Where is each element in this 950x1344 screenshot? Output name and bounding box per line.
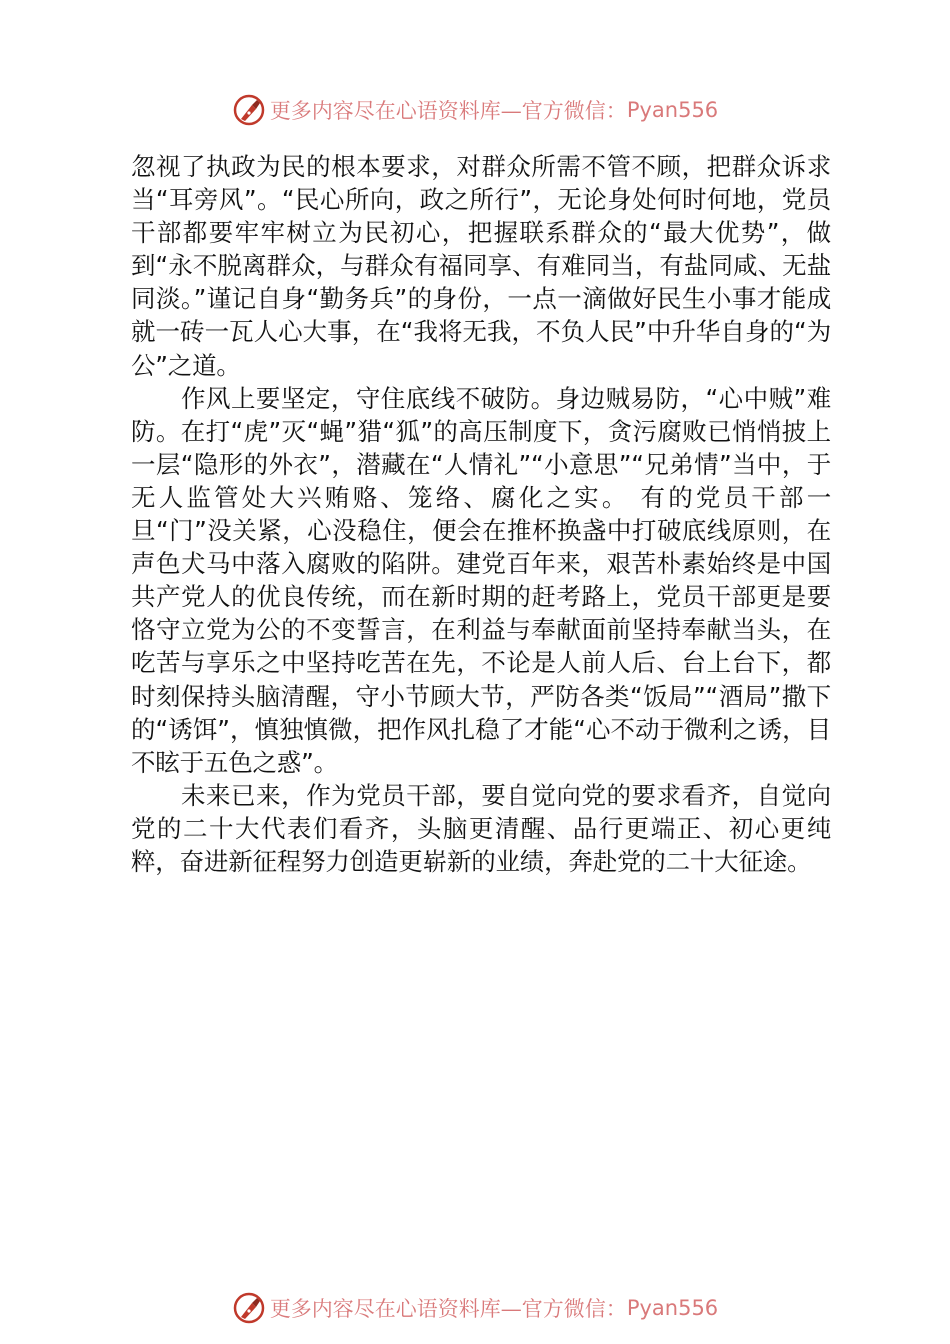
watermark-wechat-id: Pyan556 <box>626 1296 719 1320</box>
watermark-wechat-id: Pyan556 <box>626 98 719 122</box>
watermark-text: 更多内容尽在心语资料库—官方微信： <box>269 99 627 123</box>
paragraph-3: 未来已来，作为党员干部，要自觉向党的要求看齐，自觉向党的二十大代表们看齐，头脑更清醒、品行更端正、初心更纯粹，奋进新征程努力创造更崭新的业绩，奔赴党的二十大征途。 <box>131 780 831 876</box>
paragraph-1: 忽视了执政为民的根本要求，对群众所需不管不顾，把群众诉求当“耳旁风”。“民心所向，政之所行”，无论身处何时何地，党员干部都要牢牢树立为民初心，把握联系群众的“最大优势”，做到“永不脱离群众，与群众有福同享、有难同当，有盐同咸、无盐同淡。”谨记自身“勤务兵”的身份，一点一滴做好民生小事才能成就一砖一瓦人心大事，在“我将无我，不负人民”中升华自身的“为公”之道。 <box>131 152 831 380</box>
document-body <box>131 150 831 878</box>
pen-nib-logo-icon <box>232 1291 266 1325</box>
header-watermark <box>0 90 950 130</box>
paragraph-2: 作风上要坚定，守住底线不破防。身边贼易防，“心中贼”难防。在打“虎”灭“蝇”猎“狐”的高压制度下，贪污腐败已悄悄披上一层“隐形的外衣”，潜藏在“人情礼”“小意思”“兄弟情”当中，于无人监管处大兴贿赂、笼络、腐化之实。 有的党员干部一旦“门”没关紧，心没稳住，便会在推杯换盏中打破底线原则，在声色犬马中落入腐败的陷阱。建党百年来，艰苦朴素始终是中国共产党人的优良传统，而在新时期的赶考路上，党员干部更是要恪守立党为公的不变誓言，在利益与奉献面前坚持奉献当头，在吃苦与享乐之中坚持吃苦在先，不论是人前人后、台上台下，都时刻保持头脑清醒，守小节顾大节，严防各类“饭局”“酒局”撒下的“诱饵”，慎独慎微，把作风扎稳了才能“心不动于微利之诱，目不眩于五色之惑”。 <box>131 383 831 777</box>
watermark-group <box>232 93 718 127</box>
watermark-text: 更多内容尽在心语资料库—官方微信： <box>269 1297 627 1321</box>
pen-nib-logo-icon <box>232 93 266 127</box>
watermark-group-footer <box>232 1291 718 1325</box>
footer-watermark <box>0 1288 950 1328</box>
